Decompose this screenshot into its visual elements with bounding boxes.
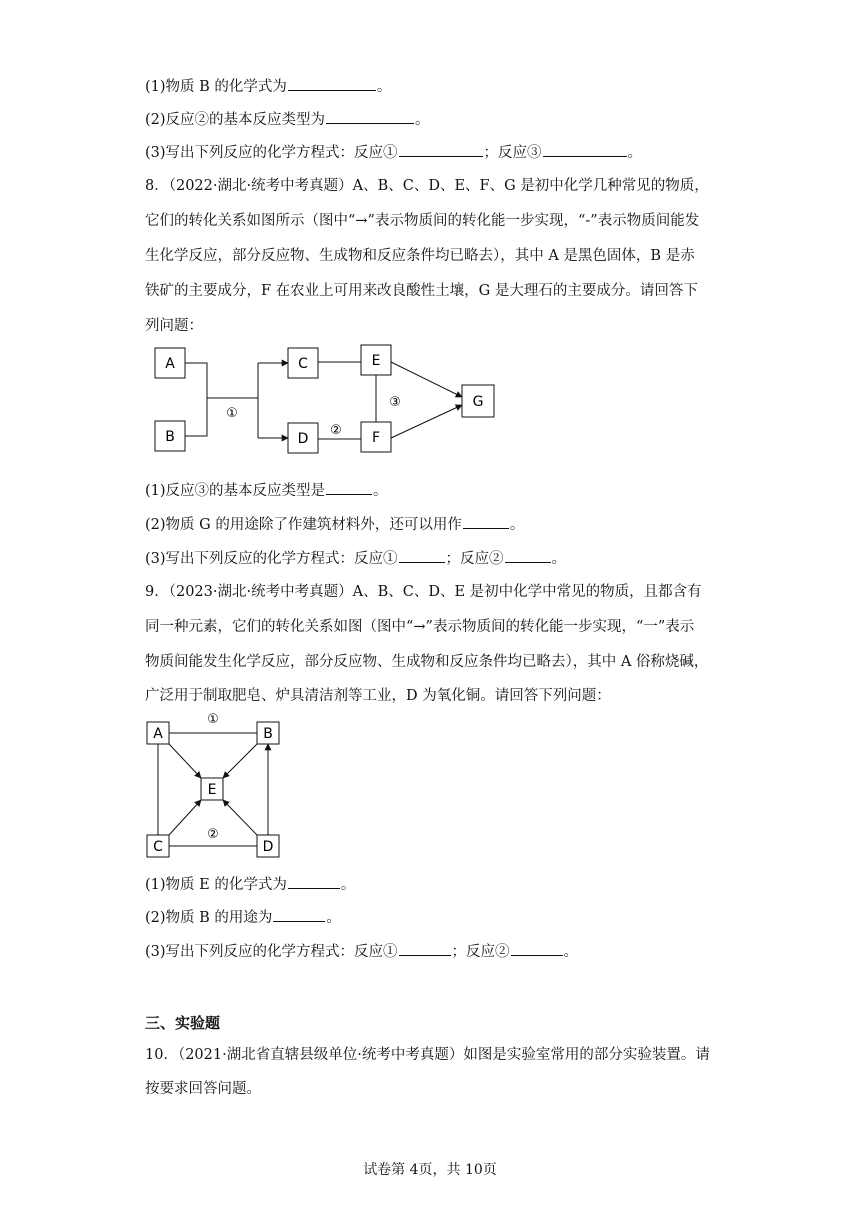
q8-line-1: 8．（2022·湖北·统考中考真题）A、B、C、D、E、F、G 是初中化学几种常见的物质，: [145, 178, 709, 194]
answer-blank[interactable]: [463, 514, 509, 529]
q7-part3-text: (3)写出下列反应的化学方程式：反应①: [145, 145, 398, 161]
answer-blank[interactable]: [399, 941, 451, 956]
q9-node-a-label: A: [153, 726, 163, 742]
q8-part3: (3)写出下列反应的化学方程式：反应① ；反应② 。: [145, 548, 566, 569]
q9-line-2: 同一种元素，它们的转化关系如图（图中“→”表示物质间的转化能一步实现，“一”表示: [145, 619, 695, 635]
q10-line-1: 10．（2021·湖北省直辖县级单位·统考中考真题）如图是实验室常用的部分实验装置。请: [145, 1047, 710, 1063]
q8-line-4: 铁矿的主要成分，F 在农业上可用来改良酸性土壤，G 是大理石的主要成分。请回答下: [145, 283, 698, 299]
q9-label-r2: ②: [207, 827, 219, 842]
q8-label-r2: ②: [330, 423, 342, 438]
q7-part3: (3)写出下列反应的化学方程式：反应① ；反应③ 。: [145, 142, 642, 163]
q9-label-r1: ①: [207, 712, 219, 727]
q8-label-r3: ③: [389, 395, 401, 410]
answer-blank[interactable]: [399, 548, 445, 563]
answer-blank[interactable]: [326, 480, 372, 495]
q9-arrow-c-e: [169, 800, 201, 835]
q9-part3-text: (3)写出下列反应的化学方程式：反应①: [145, 944, 398, 960]
q9-part1: (1)物质 E 的化学式为 。: [145, 874, 355, 895]
q9-arrow-a-e: [169, 744, 201, 778]
answer-blank[interactable]: [288, 76, 376, 91]
answer-blank[interactable]: [511, 941, 563, 956]
q8-node-b-label: B: [165, 429, 175, 445]
q9-part3: (3)写出下列反应的化学方程式：反应① ；反应② 。: [145, 941, 578, 962]
q8-node-a-label: A: [165, 356, 175, 372]
answer-blank[interactable]: [505, 548, 551, 563]
answer-blank[interactable]: [326, 109, 414, 124]
q9-arrow-d-e: [223, 800, 257, 835]
q9-part2-text: (2)物质 B 的用途为: [145, 910, 273, 926]
q8-line-5: 列问题：: [145, 318, 203, 334]
q9-node-c-label: C: [153, 839, 163, 855]
section-heading-experiment: 三、实验题: [145, 1014, 221, 1032]
q8-label-r1: ①: [226, 406, 238, 421]
q9-line-3: 物质间能发生化学反应，部分反应物、生成物和反应条件均已略去），其中 A 俗称烧碱，: [145, 654, 709, 670]
q8-node-d-label: D: [297, 431, 309, 447]
q8-part3-text: (3)写出下列反应的化学方程式：反应①: [145, 551, 398, 567]
q9-diagram: [145, 708, 290, 863]
answer-blank[interactable]: [543, 142, 627, 157]
q8-node-g-label: G: [472, 394, 484, 410]
q8-node-c-label: C: [298, 356, 308, 372]
q9-node-d-label: D: [262, 839, 274, 855]
q7-part1: (1)物质 B 的化学式为 。: [145, 76, 391, 97]
q8-node-e-label: E: [371, 353, 381, 369]
q8-line-3: 生化学反应，部分反应物、生成物和反应条件均已略去），其中 A 是黑色固体，B 是赤: [145, 248, 695, 264]
answer-blank[interactable]: [273, 907, 325, 922]
q8-part2-text: (2)物质 G 的用途除了作建筑材料外，还可以用作: [145, 517, 462, 533]
q8-node-f-label: F: [371, 430, 381, 446]
q8-arrow-f-g: [391, 405, 462, 438]
q9-part2: (2)物质 B 的用途为 。: [145, 907, 341, 928]
q8-diagram: [145, 340, 505, 465]
q7-part2: (2)反应②的基本反应类型为 。: [145, 109, 430, 130]
answer-blank[interactable]: [399, 142, 483, 157]
q8-edge-ab-bracket: [185, 363, 207, 436]
q8-line-2: 它们的转化关系如图所示（图中“→”表示物质间的转化能一步实现，“-”表示物质间能发: [145, 213, 700, 229]
q10-line-2: 按要求回答问题。: [145, 1081, 261, 1097]
answer-blank[interactable]: [288, 874, 340, 889]
q8-part1-text: (1)反应③的基本反应类型是: [145, 483, 326, 499]
q8-arrow-e-g: [391, 362, 462, 397]
q8-part1: (1)反应③的基本反应类型是 。: [145, 480, 388, 501]
q9-node-e-label: E: [207, 782, 217, 798]
q9-line-1: 9．（2023·湖北·统考中考真题）A、B、C、D、E 是初中化学中常见的物质，且都含有: [145, 584, 702, 600]
q7-part2-text: (2)反应②的基本反应类型为: [145, 112, 326, 128]
q9-node-b-label: B: [263, 726, 273, 742]
q9-part1-text: (1)物质 E 的化学式为: [145, 877, 287, 893]
q7-part1-text: (1)物质 B 的化学式为: [145, 79, 287, 95]
q8-part2: (2)物质 G 的用途除了作建筑材料外，还可以用作 。: [145, 514, 524, 535]
q9-arrow-b-e: [223, 744, 257, 778]
page-footer: 试卷第 4页，共 10页: [363, 1162, 497, 1178]
q9-line-4: 广泛用于制取肥皂、炉具清洁剂等工业，D 为氧化铜。请回答下列问题：: [145, 688, 611, 704]
